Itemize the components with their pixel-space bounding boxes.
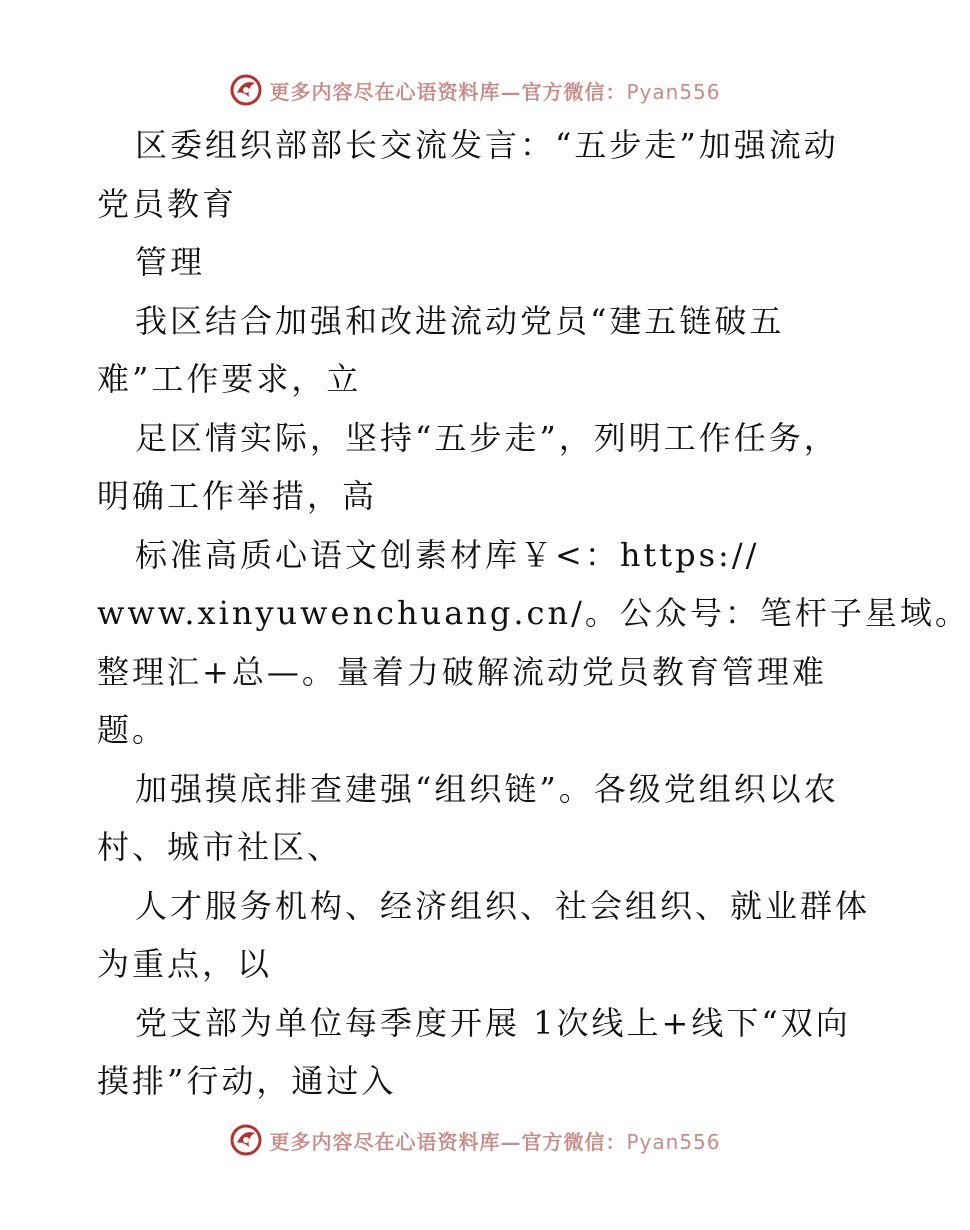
document-line: 整理汇+总—。量着力破解流动党员教育管理难 [97, 652, 827, 691]
document-line: 村、城市社区、 [97, 828, 343, 866]
document-line: www.xinyuwenchuang.cn/。公众号：笔杆子星域。 [97, 594, 970, 632]
header-wechat-id: Pyan556 [626, 79, 721, 104]
document-line: 足区情实际，坚持“五步走”，列明工作任务， [135, 418, 839, 457]
document-line: 党员教育 [97, 184, 238, 223]
document-line: 标准高质心语文创素材库￥<：https:// [135, 535, 760, 574]
document-line: 管理 [135, 243, 206, 281]
document-line: 我区结合加强和改进流动党员“建五链破五 [135, 301, 785, 340]
document-body [97, 116, 970, 1111]
red-swirl-logo-icon [229, 73, 263, 107]
document-line: 区委组织部部长交流发言：“五步走”加强流动 [135, 126, 839, 164]
footer-banner-text: 更多内容尽在心语资料库—官方微信：Pyan556 [269, 1129, 721, 1154]
document-line: 题。 [97, 711, 168, 749]
document-line: 为重点，以 [97, 945, 273, 983]
document-line: 明确工作举措，高 [97, 477, 378, 515]
document-line: 难”工作要求，立 [97, 360, 362, 398]
header-banner [0, 70, 950, 110]
document-line: 党支部为单位每季度开展 1次线上+线下“双向 [135, 1003, 851, 1042]
red-swirl-logo-icon [229, 1123, 263, 1157]
footer-banner [0, 1120, 950, 1160]
header-banner-text: 更多内容尽在心语资料库—官方微信：Pyan556 [269, 79, 721, 104]
document-line: 摸排”行动，通过入 [97, 1062, 397, 1100]
document-line: 加强摸底排查建强“组织链”。各级党组织以农 [135, 769, 839, 808]
document-line: 人才服务机构、经济组织、社会组织、就业群体 [135, 886, 871, 925]
footer-wechat-id: Pyan556 [626, 1129, 721, 1154]
